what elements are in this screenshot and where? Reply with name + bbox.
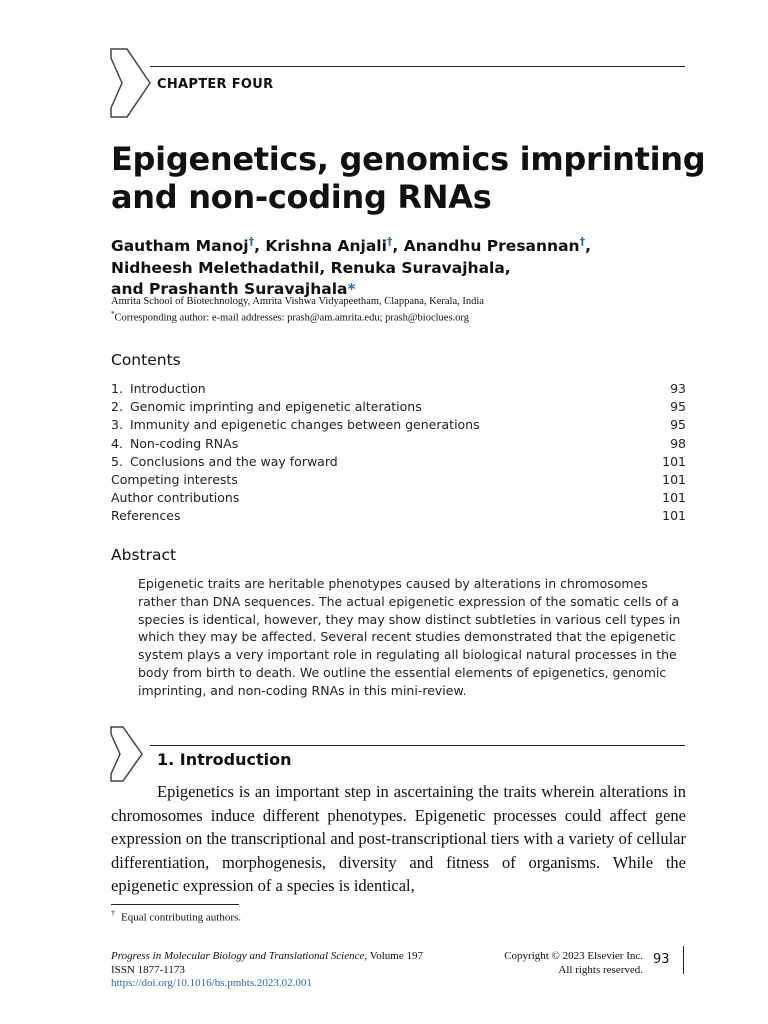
- author-line-3: and Prashanth Suravajhala*: [111, 280, 356, 299]
- toc-page: 93: [670, 381, 686, 396]
- toc-entry[interactable]: 4. Non-coding RNAs 98: [111, 435, 686, 453]
- chapter-label: CHAPTER FOUR: [157, 77, 274, 92]
- chapter-chevron-icon: [110, 48, 152, 118]
- toc-page: 101: [662, 490, 686, 506]
- footnote: † Equal contributing authors.: [111, 909, 242, 924]
- toc-entry[interactable]: 2. Genomic imprinting and epigenetic alterations 95: [111, 398, 686, 416]
- author-line-1: Gautham Manoj†, Krishna Anjali†, Anandhu Presannan†,: [111, 235, 591, 256]
- affiliation: Amrita School of Biotechnology, Amrita Vishwa Vidyapeetham, Clappana, Kerala, India: [111, 296, 484, 307]
- toc-entry[interactable]: Competing interests 101: [111, 471, 686, 489]
- author-line-2: Nidheesh Melethadathil, Renuka Suravajhala,: [111, 258, 511, 277]
- affiliation-block: [111, 295, 711, 325]
- corresponding-mark: *: [347, 280, 356, 299]
- section-heading: 1. Introduction: [157, 750, 292, 769]
- abstract-text: Epigenetic traits are heritable phenotypes caused by alterations in chromosomes rather than DNA sequences. The actual epigenetic expression of the somatic cells of a species is identical, however, they may show distinct subtleties in various cell types in which they may be affected. Several recent studies demonstrated that the epigenetic system plays a very important role in regulating all biological natural processes in the body from birth to death. We outline the essential elements of epigenetics, genomic imprinting, and non-coding RNAs in this mini-review.: [138, 576, 681, 698]
- chapter-title: Epigenetics, genomics imprinting and non-coding RNAs: [111, 140, 706, 216]
- doi-link[interactable]: https://doi.org/10.1016/bs.pmbts.2023.02.001: [111, 977, 312, 989]
- toc-page: 101: [662, 471, 686, 487]
- author-list: [111, 231, 711, 301]
- author-name: Gautham Manoj: [111, 237, 249, 256]
- author-name: Anandhu Presannan: [403, 237, 580, 256]
- journal-name: Progress in Molecular Biology and Translational Science: [111, 950, 365, 962]
- toc-entry[interactable]: Author contributions 101: [111, 489, 686, 507]
- issn: ISSN 1877-1173: [111, 963, 185, 976]
- section-chevron-icon: [110, 726, 144, 782]
- copyright-block: Copyright © 2023 Elsevier Inc. All rights reserved.: [504, 950, 643, 976]
- author-name: Krishna Anjali: [265, 237, 387, 256]
- introduction-text: Epigenetics is an important step in ascertaining the traits wherein alterations in chromosomes induce different phenotypes. Epigenetic processes could affect gene expression on the transcriptional and post-transcriptional tiers with a variety of cellular differentiation, morphogenesis, diversity and fitness of organisms. While the epigenetic expression of a species is identical,: [111, 782, 686, 895]
- table-of-contents: [111, 380, 686, 526]
- author-mark: †: [386, 235, 393, 248]
- author-mark: †: [248, 235, 255, 248]
- contents-heading: Contents: [111, 351, 181, 369]
- corresponding-author: *Corresponding author: e-mail addresses: prash@am.amrita.edu; prash@bioclues.org: [111, 310, 469, 324]
- footnote-rule: [111, 904, 239, 905]
- toc-entry[interactable]: 3. Immunity and epigenetic changes between generations 95: [111, 416, 686, 434]
- toc-entry[interactable]: 1. Introduction 93: [111, 380, 686, 398]
- toc-page: 101: [662, 453, 686, 469]
- toc-page: 98: [670, 435, 686, 451]
- page-number: 93: [653, 952, 670, 967]
- toc-page: 95: [670, 399, 686, 415]
- page-number-rule: [683, 946, 684, 974]
- citation-block: Progress in Molecular Biology and Translational Science, Volume 197 ISSN 1877-1173 https://doi.org/10.1016/bs.pmbts.2023.02.001: [111, 950, 471, 991]
- toc-page: 101: [662, 508, 686, 524]
- author-mark: †: [579, 235, 586, 248]
- abstract-heading: Abstract: [111, 546, 177, 564]
- toc-page: 95: [670, 417, 686, 433]
- section-rule: [150, 745, 685, 746]
- toc-entry[interactable]: 5. Conclusions and the way forward 101: [111, 453, 686, 471]
- toc-entry[interactable]: References 101: [111, 507, 686, 525]
- chapter-rule: [150, 66, 685, 67]
